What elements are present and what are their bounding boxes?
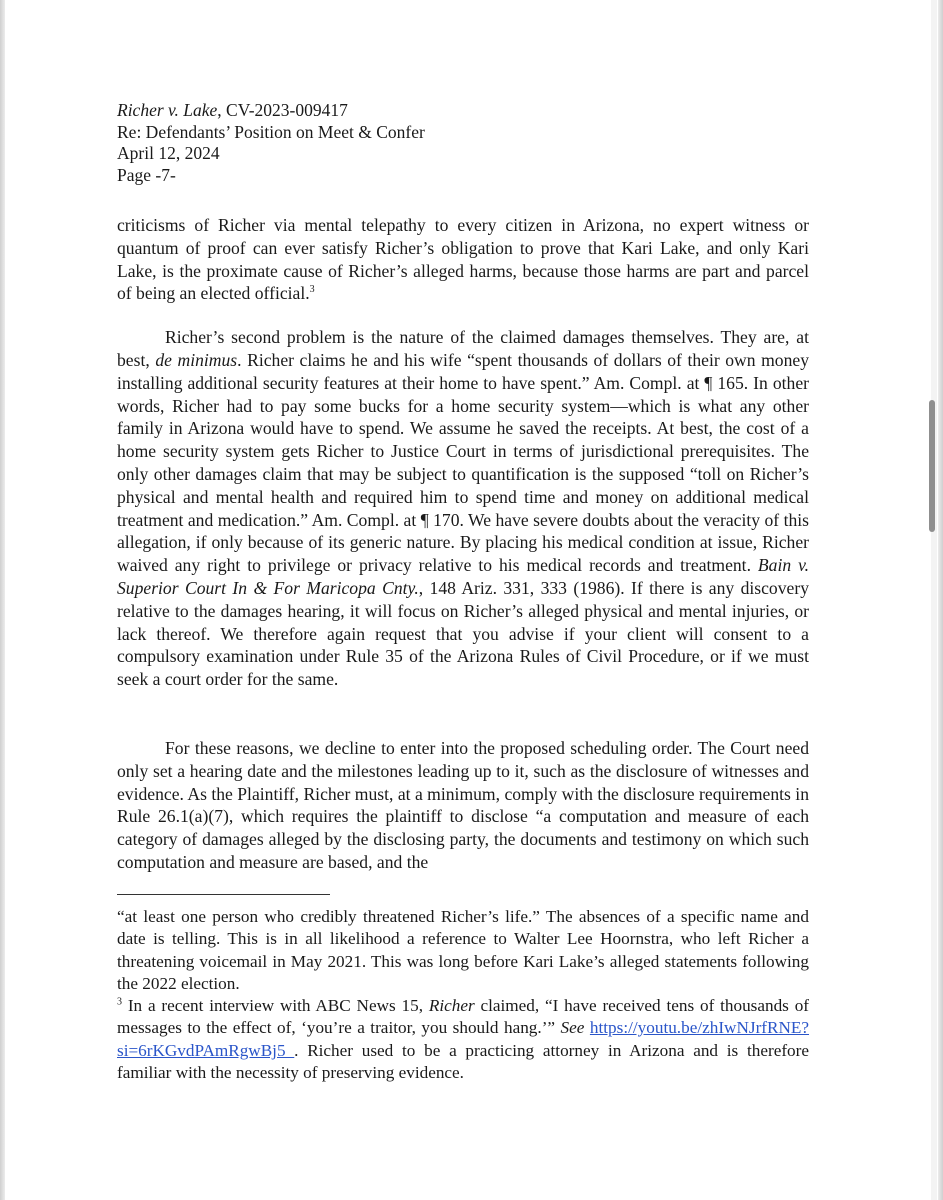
- letter-header: [117, 100, 425, 186]
- re-line: Re: Defendants’ Position on Meet & Confer: [117, 121, 425, 142]
- page-edge-right: [938, 0, 943, 1200]
- footnote-ref-3[interactable]: 3: [309, 284, 315, 296]
- letter-date: April 12, 2024: [117, 143, 220, 163]
- case-caption: [117, 100, 425, 122]
- paragraph-3: For these reasons, we decline to enter into the proposed scheduling order. The Court need only set a hearing date and the milestones leading up to it, such as the disclosure of witnesses and evidence. As the Plaintiff, Richer must, at a minimum, comply with the disclosure requirements in Rule 26.1(a)(7), which requires the plaintiff to disclose “a computation and measure of each category of damages alleged by the disclosing party, the documents and testimony on which such computation and measure are based, and the: [117, 737, 809, 872]
- case-name: Richer v. Lake: [117, 100, 218, 120]
- paragraph-2: Richer’s second problem is the nature of the claimed damages themselves. They are, at best, de minimus. Richer claims he and his wife “spent thousands of dollars of their own money installing additional security features at their home to have spent.” Am. Compl. at ¶ 165. In other words, Richer had to pay some bucks for a home security system—which is what any other family in Arizona would have to spend. We assume he saved the receipts. At best, the cost of a home security system gets Richer to Justice Court in terms of jurisdictional prerequisites. The only other damages claim that may be subject to quantification is the supposed “toll on Richer’s physical and mental health and required him to spend time and money on additional medical treatment and medication.” Am. Compl. at ¶ 170. We have severe doubts about the veracity of this allegation, if only because of its generic nature. By placing his medical condition at issue, Richer waived any right to privilege or privacy relative to his medical records and treatment. Bain v. Superior Court In & For Maricopa Cnty., 148 Ariz. 331, 333 (1986). If there is any discovery relative to the damages hearing, it will focus on Richer’s alleged physical and mental injuries, or lack thereof. We therefore again request that you advise if your client will consent to a compulsory examination under Rule 35 of the Arizona Rules of Civil Procedure, or if we must seek a court order for the same.: [117, 327, 810, 690]
- footnote-3: $^3$ In a recent interview with ABC News 15, Richer claimed, “I have received tens of thousands of messages to the effect of, ‘you’re a traitor, you should hang.’” See https://youtu.be/zhIwNJrfRNE?si=6rKGvdPAmRgwBj5_. Richer used to be a practicing attorney in Arizona and is therefore familiar with the necessity of preserving evidence.: [117, 996, 810, 1083]
- scrollbar-thumb[interactable]: [929, 400, 935, 532]
- paragraph-1: criticisms of Richer via mental telepathy to every citizen in Arizona, no expert witness or quantum of proof can ever satisfy Richer’s obligation to prove that Kari Lake, and only Kari Lake, is the proximate cause of Richer’s alleged harms, because those harms are part and parcel of being an elected official.$^3$: [117, 215, 809, 304]
- scrollbar-track[interactable]: [931, 0, 937, 1200]
- footnote-separator: [117, 894, 330, 895]
- page-number: Page -7-: [117, 164, 176, 185]
- footnote-continued: “at least one person who credibly threatened Richer’s life.” The absences of a specific name and date is telling. This is in all likelihood a reference to Walter Lee Hoornstra, who left Richer a threatening voicemail in May 2021. This was long before Kari Lake’s alleged statements following the 2022 election.: [117, 907, 809, 993]
- footnotes: [117, 906, 809, 1084]
- letter-body: [117, 214, 809, 874]
- case-citation: Bain v. Superior Court In & For Maricopa Cnty.: [117, 555, 809, 598]
- footnote-number: 3: [117, 996, 122, 1008]
- youtube-link[interactable]: https://youtu.be/zhIwNJrfRNE?si=6rKGvdPAmRgwBj5_: [117, 1018, 810, 1060]
- case-number: , CV-2023-009417: [217, 100, 348, 120]
- page-edge-left: [0, 0, 5, 1200]
